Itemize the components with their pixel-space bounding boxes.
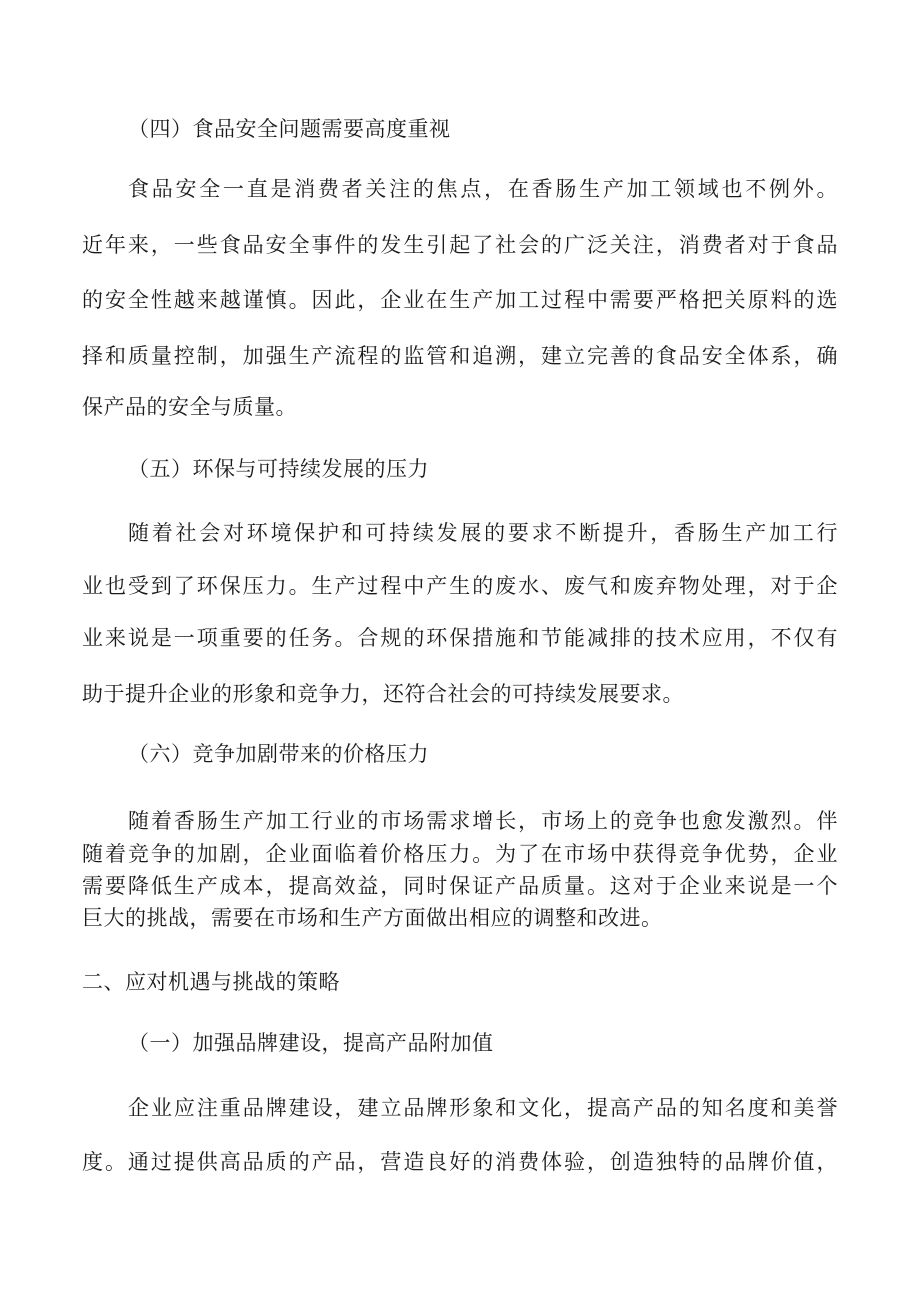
paragraph-line: 随着香肠生产加工行业的市场需求增长，市场上的竞争也愈发激烈。伴 <box>128 809 838 833</box>
paragraph-line: 度。通过提供高品质的产品，营造良好的消费体验，创造独特的品牌价值， <box>82 1150 838 1174</box>
paragraph-line: 助于提升企业的形象和竞争力，还符合社会的可持续发展要求。 <box>82 682 684 706</box>
section-heading-6: （六）竞争加剧带来的价格压力 <box>128 742 429 766</box>
paragraph-line: 随着竞争的加剧，企业面临着价格压力。为了在市场中获得竞争优势，企业 <box>82 842 838 866</box>
paragraph-line: 需要降低生产成本，提高效益，同时保证产品质量。这对于企业来说是一个 <box>82 874 838 898</box>
paragraph-line: 巨大的挑战，需要在市场和生产方面做出相应的调整和改进。 <box>82 906 663 930</box>
paragraph-line: 食品安全一直是消费者关注的焦点，在香肠生产加工领域也不例外。 <box>128 177 838 201</box>
paragraph-line: 的安全性越来越谨慎。因此，企业在生产加工过程中需要严格把关原料的选 <box>82 288 838 312</box>
paragraph-line: 业来说是一项重要的任务。合规的环保措施和节能减排的技术应用，不仅有 <box>82 626 838 650</box>
section-heading-4: （四）食品安全问题需要高度重视 <box>128 117 451 141</box>
section-heading-5: （五）环保与可持续发展的压力 <box>128 457 429 481</box>
chapter-heading: 二、应对机遇与挑战的策略 <box>82 970 340 994</box>
paragraph-line: 随着社会对环境保护和可持续发展的要求不断提升，香肠生产加工行 <box>128 521 838 545</box>
section-heading-1: （一）加强品牌建设，提高产品附加值 <box>128 1031 494 1055</box>
paragraph-line: 择和质量控制，加强生产流程的监管和追溯，建立完善的食品安全体系，确 <box>82 344 838 368</box>
paragraph-line: 保产品的安全与质量。 <box>82 395 297 419</box>
paragraph-line: 企业应注重品牌建设，建立品牌形象和文化，提高产品的知名度和美誉 <box>128 1096 838 1120</box>
paragraph-line: 业也受到了环保压力。生产过程中产生的废水、废气和废弃物处理，对于企 <box>82 574 838 598</box>
paragraph-line: 近年来，一些食品安全事件的发生引起了社会的广泛关注，消费者对于食品 <box>82 233 838 257</box>
